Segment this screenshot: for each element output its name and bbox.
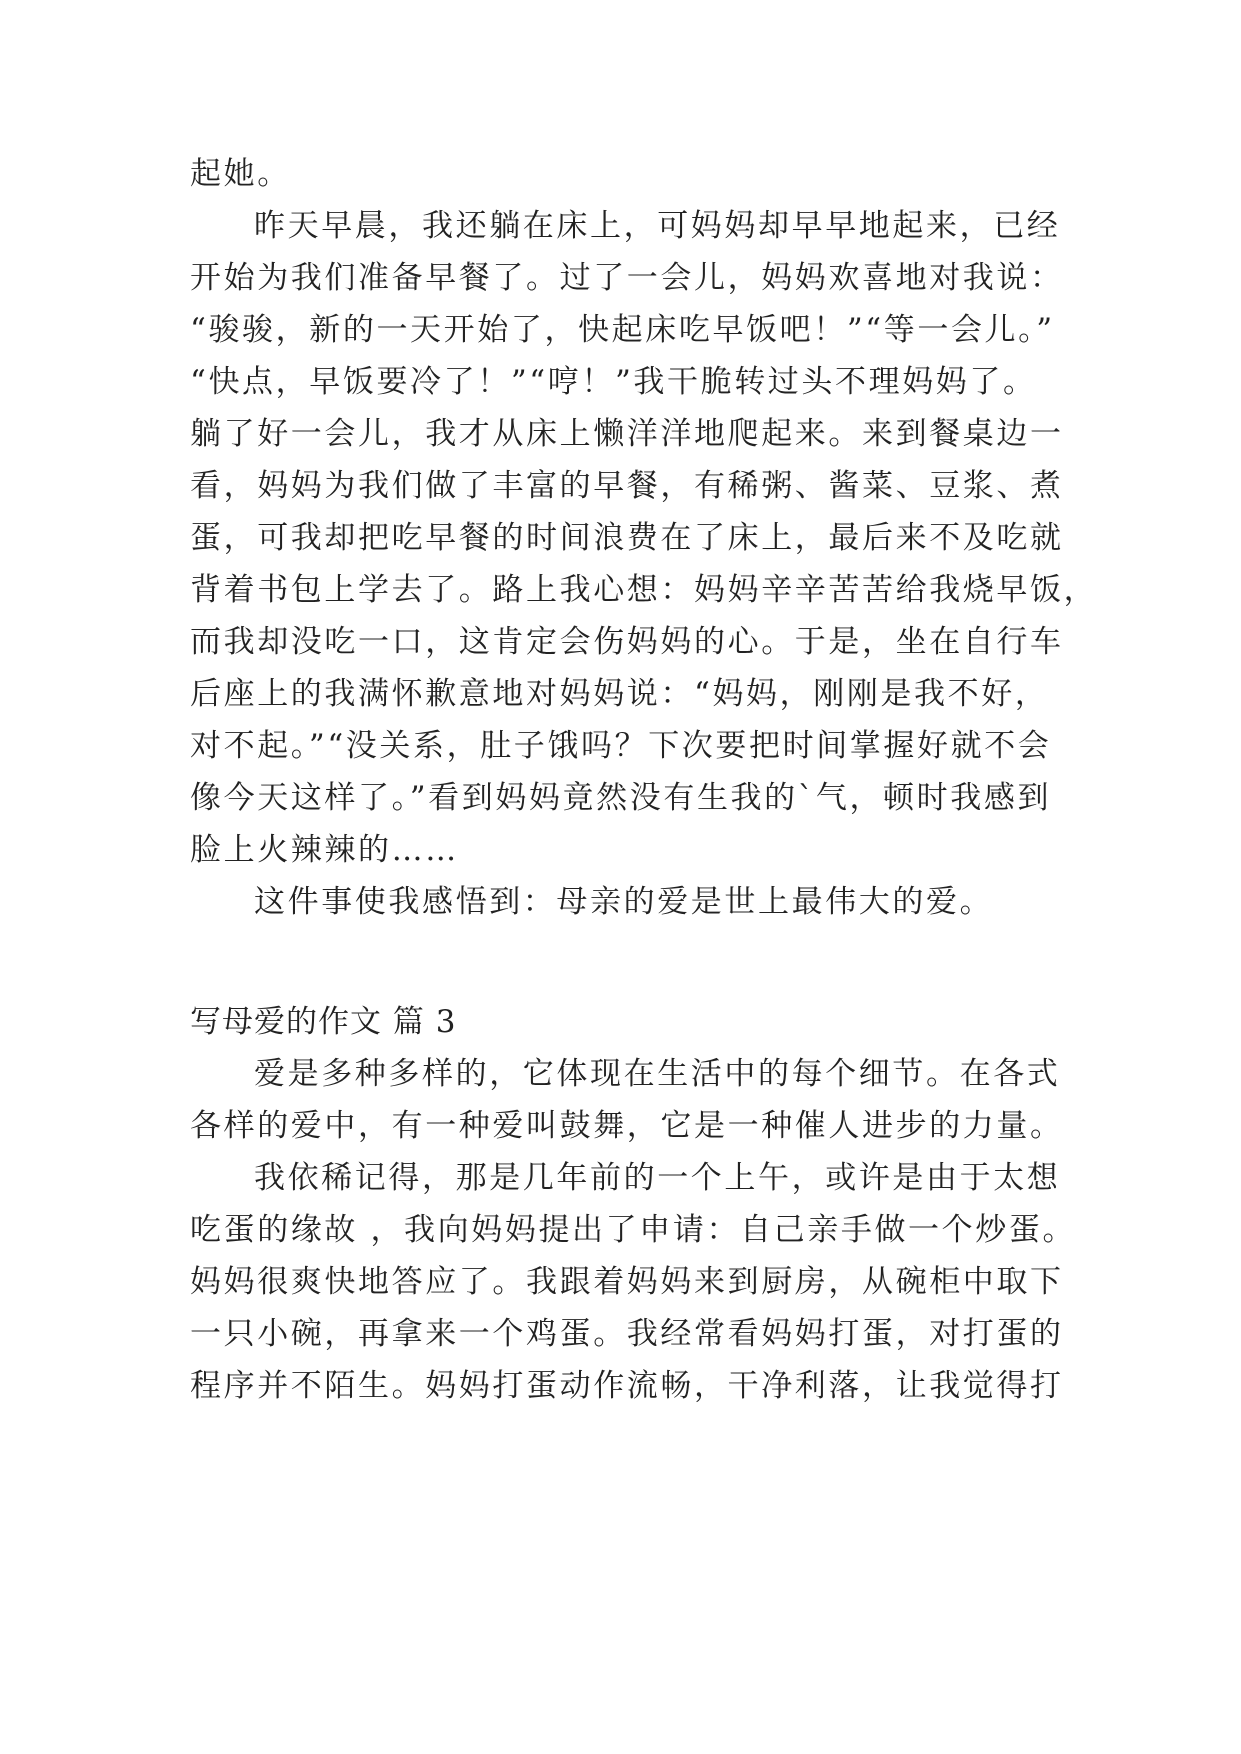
text-line: 一只小碗，再拿来一个鸡蛋。我经常看妈妈打蛋，对打蛋的 — [190, 1316, 1064, 1352]
text-line: 起她。 — [190, 156, 291, 192]
text-line: 蛋，可我却把吃早餐的时间浪费在了床上，最后来不及吃就 — [190, 520, 1064, 556]
text-line: “快点，早饭要冷了！”“哼！”我干脆转过头不理妈妈了。 — [190, 364, 1037, 400]
text-line: 背着书包上学去了。路上我心想：妈妈辛辛苦苦给我烧早饭， — [190, 572, 1098, 608]
text-line: 程序并不陌生。妈妈打蛋动作流畅，干净利落，让我觉得打 — [190, 1368, 1064, 1404]
document-page — [190, 148, 1098, 1412]
text-line: 妈妈很爽快地答应了。我跟着妈妈来到厨房，从碗柜中取下 — [190, 1264, 1064, 1300]
paragraph-conclusion — [190, 876, 1055, 928]
text-line: 后座上的我满怀歉意地对妈妈说：“妈妈，刚刚是我不好， — [190, 676, 1049, 712]
text-line: “骏骏，新的一天开始了，快起床吃早饭吧！”“等一会儿。” — [190, 312, 1055, 348]
text-line: 对不起。”“没关系，肚子饿吗？下次要把时间掌握好就不会 — [190, 728, 1052, 764]
paragraph-egg-story — [190, 1152, 1077, 1412]
text-line: 这件事使我感悟到：母亲的爱是世上最伟大的爱。 — [254, 884, 994, 920]
text-line: 吃蛋的缘故 ，我向妈妈提出了申请：自己亲手做一个炒蛋。 — [190, 1212, 1077, 1248]
text-line: 爱是多种多样的，它体现在生活中的每个细节。在各式 — [254, 1056, 1061, 1092]
text-line: 像今天这样了。”看到妈妈竟然没有生我的`气，顿时我感到 — [190, 780, 1052, 816]
text-line: 躺了好一会儿，我才从床上懒洋洋地爬起来。来到餐桌边一 — [190, 416, 1064, 452]
text-line: 而我却没吃一口，这肯定会伤妈妈的心。于是，坐在自行车 — [190, 624, 1064, 660]
text-line: 脸上火辣辣的…… — [190, 832, 459, 868]
paragraph-intro — [190, 1048, 1064, 1152]
text-line: 看，妈妈为我们做了丰富的早餐，有稀粥、酱菜、豆浆、煮 — [190, 468, 1064, 504]
text-line: 开始为我们准备早餐了。过了一会儿，妈妈欢喜地对我说： — [190, 260, 1064, 296]
section-heading — [190, 996, 1055, 1048]
text-line: 我依稀记得，那是几年前的一个上午，或许是由于太想 — [254, 1160, 1061, 1196]
paragraph-breakfast-story — [190, 200, 1098, 876]
section-gap — [190, 928, 1055, 996]
text-line: 各样的爱中，有一种爱叫鼓舞，它是一种催人进步的力量。 — [190, 1108, 1064, 1144]
paragraph-continuation — [190, 148, 1055, 200]
heading-text: 写母爱的作文 篇 3 — [190, 1004, 457, 1040]
text-line: 昨天早晨，我还躺在床上，可妈妈却早早地起来，已经 — [254, 208, 1061, 244]
